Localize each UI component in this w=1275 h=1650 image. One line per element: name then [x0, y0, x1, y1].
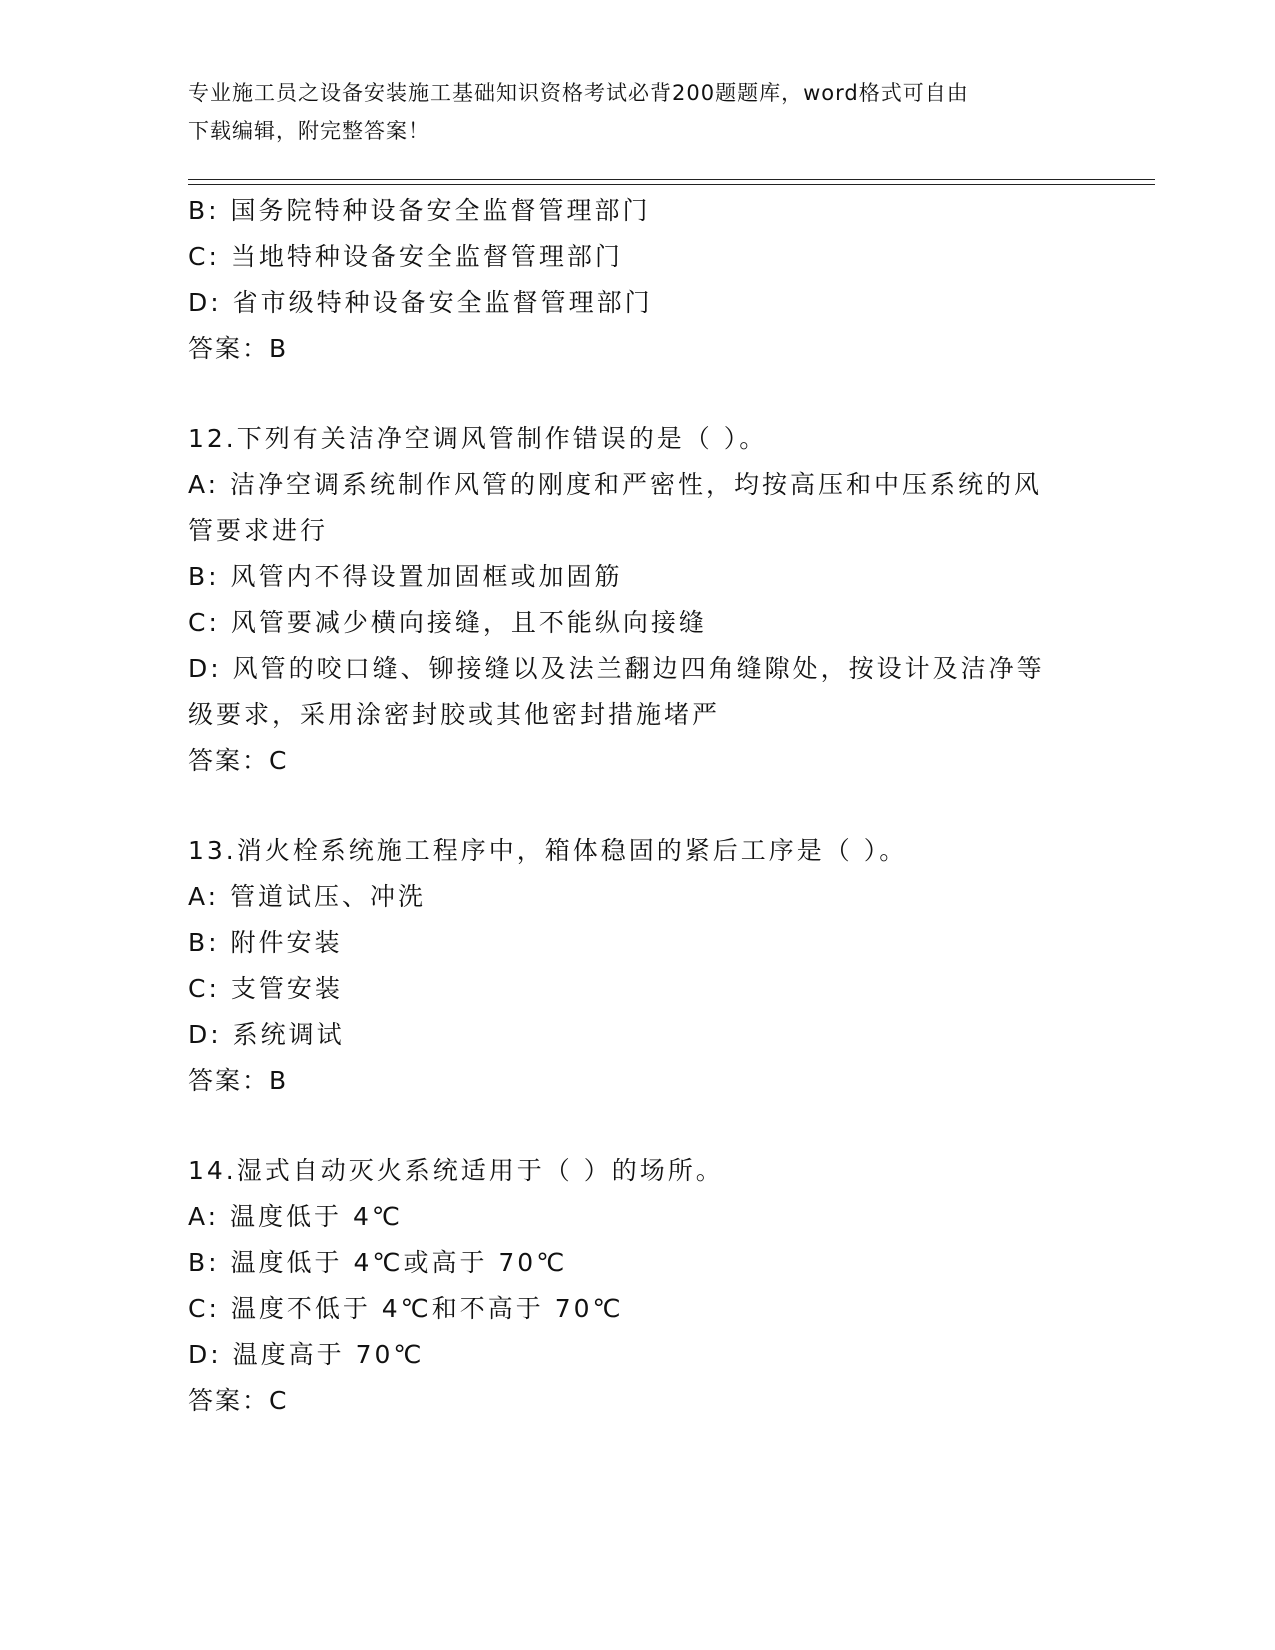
q14-option-d: D: 温度高于 70℃ — [188, 1340, 425, 1369]
q13-option-c: C: 支管安装 — [188, 974, 343, 1003]
q12-option-a: A: 洁净空调系统制作风管的刚度和严密性，均按高压和中压系统的风 — [188, 470, 1043, 499]
q12-answer: 答案：C — [188, 746, 289, 775]
q14-question: 14.湿式自动灭火系统适用于（ ）的场所。 — [188, 1156, 724, 1185]
q14-answer: 答案：C — [188, 1386, 289, 1415]
q12-option-d-cont: 级要求，采用涂密封胶或其他密封措施堵严 — [188, 700, 721, 729]
q14-option-c: C: 温度不低于 4℃和不高于 70℃ — [188, 1294, 624, 1323]
header-line-1: 专业施工员之设备安装施工基础知识资格考试必背200题题库，word格式可自由 — [188, 81, 969, 105]
document-header — [188, 74, 1088, 150]
header-line-2: 下载编辑，附完整答案！ — [188, 119, 430, 143]
q14-option-a: A: 温度低于 4℃ — [188, 1202, 403, 1231]
q11-option-c: C: 当地特种设备安全监督管理部门 — [188, 242, 623, 271]
q13-option-d: D: 系统调试 — [188, 1020, 345, 1049]
q13-answer: 答案：B — [188, 1066, 289, 1095]
question-13-block — [188, 828, 1088, 1104]
question-14-block — [188, 1148, 1088, 1424]
q13-question: 13.消火栓系统施工程序中，箱体稳固的紧后工序是（ ）。 — [188, 836, 908, 865]
q12-question: 12.下列有关洁净空调风管制作错误的是（ ）。 — [188, 424, 768, 453]
q12-option-d: D: 风管的咬口缝、铆接缝以及法兰翻边四角缝隙处，按设计及洁净等 — [188, 654, 1045, 683]
spacer — [188, 784, 1088, 828]
spacer — [188, 1104, 1088, 1148]
question-content — [188, 188, 1088, 1424]
q11-answer: 答案：B — [188, 334, 289, 363]
q13-option-a: A: 管道试压、冲洗 — [188, 882, 427, 911]
q12-option-a-cont: 管要求进行 — [188, 516, 329, 545]
q13-option-b: B: 附件安装 — [188, 928, 343, 957]
question-12-block — [188, 416, 1088, 784]
q11-option-b: B: 国务院特种设备安全监督管理部门 — [188, 196, 651, 225]
q11-option-d: D: 省市级特种设备安全监督管理部门 — [188, 288, 653, 317]
q14-option-b: B: 温度低于 4℃或高于 70℃ — [188, 1248, 568, 1277]
spacer — [188, 372, 1088, 416]
q12-option-b: B: 风管内不得设置加固框或加固筋 — [188, 562, 623, 591]
header-divider-bottom — [188, 184, 1155, 185]
q12-option-c: C: 风管要减少横向接缝，且不能纵向接缝 — [188, 608, 707, 637]
header-divider-top — [188, 179, 1155, 180]
question-11-block — [188, 188, 1088, 372]
